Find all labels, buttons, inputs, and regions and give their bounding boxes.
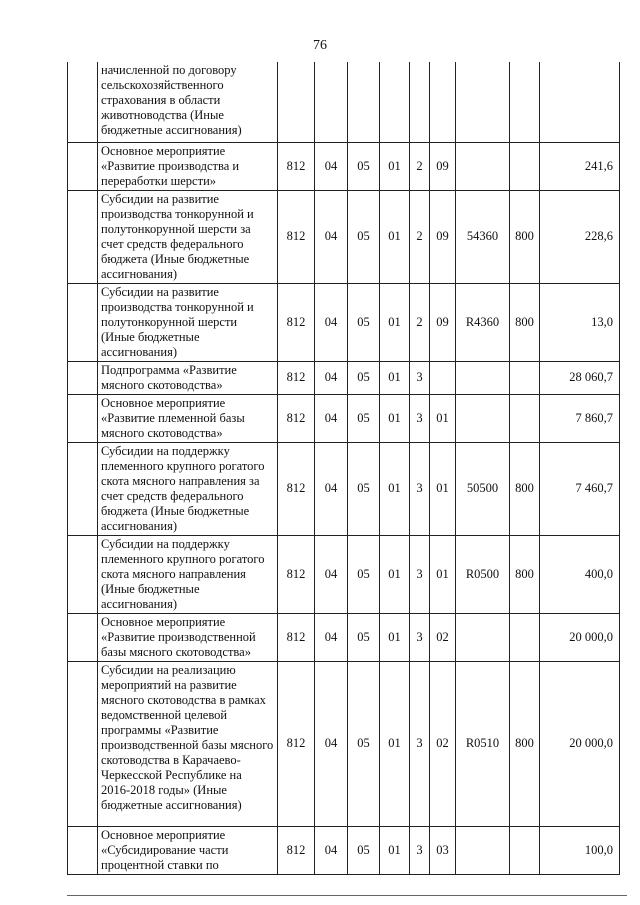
- ministry-code-cell: 812: [278, 283, 315, 361]
- row-index-cell: [68, 361, 98, 394]
- item-name-cell: Основное мероприятие «Субсидирование части процентной ставки по: [98, 826, 278, 874]
- expense-type-cell: [510, 613, 540, 661]
- section-code-cell: 04: [315, 283, 348, 361]
- measure-code-cell: 09: [430, 283, 456, 361]
- section-code-cell: 04: [315, 661, 348, 826]
- direction-code-cell: R4360: [456, 283, 510, 361]
- table-row: [68, 535, 620, 613]
- subprogram-code-cell: 3: [410, 826, 430, 874]
- measure-code-cell: 09: [430, 142, 456, 190]
- amount-cell: 7 860,7: [540, 394, 620, 442]
- subsection-code-cell: 05: [348, 283, 380, 361]
- ministry-code-cell: 812: [278, 142, 315, 190]
- subsection-code-cell: 05: [348, 613, 380, 661]
- subprogram-code-cell: 3: [410, 661, 430, 826]
- budget-table: [67, 62, 620, 875]
- amount-cell: 228,6: [540, 190, 620, 283]
- ministry-code-cell: 812: [278, 442, 315, 535]
- subsection-code-cell: 05: [348, 661, 380, 826]
- subsection-code-cell: 05: [348, 442, 380, 535]
- amount-cell: 100,0: [540, 826, 620, 874]
- section-code-cell: 04: [315, 613, 348, 661]
- measure-code-cell: 01: [430, 394, 456, 442]
- program-code-cell: 01: [380, 142, 410, 190]
- program-code-cell: 01: [380, 661, 410, 826]
- subsection-code-cell: 05: [348, 142, 380, 190]
- measure-code-cell: 09: [430, 190, 456, 283]
- item-name-cell: Основное мероприятие «Развитие племенной базы мясного скотоводства»: [98, 394, 278, 442]
- item-name-cell: Подпрограмма «Развитие мясного скотоводства»: [98, 361, 278, 394]
- section-code-cell: [315, 62, 348, 142]
- subsection-code-cell: 05: [348, 394, 380, 442]
- amount-cell: 7 460,7: [540, 442, 620, 535]
- subprogram-code-cell: 2: [410, 190, 430, 283]
- item-name-cell: начисленной по договору сельскохозяйственного страхования в области животноводства (Иные бюджетные ассигнования): [98, 62, 278, 142]
- amount-cell: 400,0: [540, 535, 620, 613]
- row-index-cell: [68, 535, 98, 613]
- expense-type-cell: 800: [510, 283, 540, 361]
- program-code-cell: 01: [380, 535, 410, 613]
- program-code-cell: 01: [380, 442, 410, 535]
- expense-type-cell: [510, 62, 540, 142]
- measure-code-cell: [430, 361, 456, 394]
- amount-cell: 20 000,0: [540, 661, 620, 826]
- expense-type-cell: [510, 142, 540, 190]
- measure-code-cell: 02: [430, 613, 456, 661]
- direction-code-cell: [456, 394, 510, 442]
- item-name-cell: Субсидии на развитие производства тонкорунной и полутонкорунной шерсти за счет средств федерального бюджета (Иные бюджетные ассигнования): [98, 190, 278, 283]
- program-code-cell: 01: [380, 361, 410, 394]
- expense-type-cell: 800: [510, 442, 540, 535]
- table-row: [68, 613, 620, 661]
- direction-code-cell: [456, 142, 510, 190]
- table-row: [68, 142, 620, 190]
- section-code-cell: 04: [315, 826, 348, 874]
- row-index-cell: [68, 190, 98, 283]
- program-code-cell: 01: [380, 283, 410, 361]
- measure-code-cell: 01: [430, 442, 456, 535]
- program-code-cell: 01: [380, 613, 410, 661]
- subprogram-code-cell: 3: [410, 442, 430, 535]
- item-name-cell: Субсидии на поддержку племенного крупного рогатого скота мясного направления (Иные бюджетные ассигнования): [98, 535, 278, 613]
- ministry-code-cell: 812: [278, 394, 315, 442]
- expense-type-cell: 800: [510, 535, 540, 613]
- subprogram-code-cell: [410, 62, 430, 142]
- table-body: [68, 62, 620, 874]
- table-row: [68, 190, 620, 283]
- ministry-code-cell: 812: [278, 613, 315, 661]
- expense-type-cell: [510, 826, 540, 874]
- program-code-cell: 01: [380, 190, 410, 283]
- subsection-code-cell: 05: [348, 190, 380, 283]
- section-code-cell: 04: [315, 535, 348, 613]
- item-name-cell: Основное мероприятие «Развитие производства и переработки шерсти»: [98, 142, 278, 190]
- table-row: [68, 442, 620, 535]
- table-row: [68, 361, 620, 394]
- expense-type-cell: 800: [510, 190, 540, 283]
- subprogram-code-cell: 3: [410, 535, 430, 613]
- row-index-cell: [68, 283, 98, 361]
- ministry-code-cell: 812: [278, 826, 315, 874]
- item-name-cell: Субсидии на развитие производства тонкорунной и полутонкорунной шерсти (Иные бюджетные ассигнования): [98, 283, 278, 361]
- measure-code-cell: 02: [430, 661, 456, 826]
- page-number: 76: [313, 38, 327, 53]
- item-name-cell: Основное мероприятие «Развитие производственной базы мясного скотоводства»: [98, 613, 278, 661]
- subprogram-code-cell: 2: [410, 142, 430, 190]
- subprogram-code-cell: 3: [410, 361, 430, 394]
- subprogram-code-cell: 2: [410, 283, 430, 361]
- measure-code-cell: [430, 62, 456, 142]
- table-row: [68, 661, 620, 826]
- subsection-code-cell: [348, 62, 380, 142]
- amount-cell: 28 060,7: [540, 361, 620, 394]
- amount-cell: 241,6: [540, 142, 620, 190]
- subprogram-code-cell: 3: [410, 613, 430, 661]
- amount-cell: 20 000,0: [540, 613, 620, 661]
- table-row: [68, 394, 620, 442]
- ministry-code-cell: [278, 62, 315, 142]
- row-index-cell: [68, 142, 98, 190]
- row-index-cell: [68, 442, 98, 535]
- section-code-cell: 04: [315, 190, 348, 283]
- expense-type-cell: [510, 361, 540, 394]
- program-code-cell: 01: [380, 826, 410, 874]
- section-code-cell: 04: [315, 142, 348, 190]
- program-code-cell: 01: [380, 394, 410, 442]
- ministry-code-cell: 812: [278, 661, 315, 826]
- row-index-cell: [68, 613, 98, 661]
- expense-type-cell: 800: [510, 661, 540, 826]
- direction-code-cell: 50500: [456, 442, 510, 535]
- row-index-cell: [68, 661, 98, 826]
- row-index-cell: [68, 62, 98, 142]
- bottom-rule: [67, 895, 627, 896]
- measure-code-cell: 01: [430, 535, 456, 613]
- direction-code-cell: [456, 613, 510, 661]
- ministry-code-cell: 812: [278, 535, 315, 613]
- table-row: [68, 62, 620, 142]
- direction-code-cell: [456, 62, 510, 142]
- amount-cell: [540, 62, 620, 142]
- table-row: [68, 826, 620, 874]
- direction-code-cell: R0510: [456, 661, 510, 826]
- section-code-cell: 04: [315, 394, 348, 442]
- direction-code-cell: [456, 361, 510, 394]
- row-index-cell: [68, 826, 98, 874]
- subsection-code-cell: 05: [348, 361, 380, 394]
- measure-code-cell: 03: [430, 826, 456, 874]
- item-name-cell: Субсидии на реализацию мероприятий на развитие мясного скотоводства в рамках ведомственной целевой программы «Развитие производственной базы мясного скотоводства в Карачаево-Черкесской Республике на 2016-2018 годы» (Иные бюджетные ассигнования): [98, 661, 278, 826]
- ministry-code-cell: 812: [278, 190, 315, 283]
- table-row: [68, 283, 620, 361]
- row-index-cell: [68, 394, 98, 442]
- ministry-code-cell: 812: [278, 361, 315, 394]
- section-code-cell: 04: [315, 442, 348, 535]
- direction-code-cell: 54360: [456, 190, 510, 283]
- direction-code-cell: R0500: [456, 535, 510, 613]
- subsection-code-cell: 05: [348, 826, 380, 874]
- amount-cell: 13,0: [540, 283, 620, 361]
- section-code-cell: 04: [315, 361, 348, 394]
- subprogram-code-cell: 3: [410, 394, 430, 442]
- item-name-cell: Субсидии на поддержку племенного крупного рогатого скота мясного направления за счет средств федерального бюджета (Иные бюджетные ассигнования): [98, 442, 278, 535]
- direction-code-cell: [456, 826, 510, 874]
- program-code-cell: [380, 62, 410, 142]
- subsection-code-cell: 05: [348, 535, 380, 613]
- expense-type-cell: [510, 394, 540, 442]
